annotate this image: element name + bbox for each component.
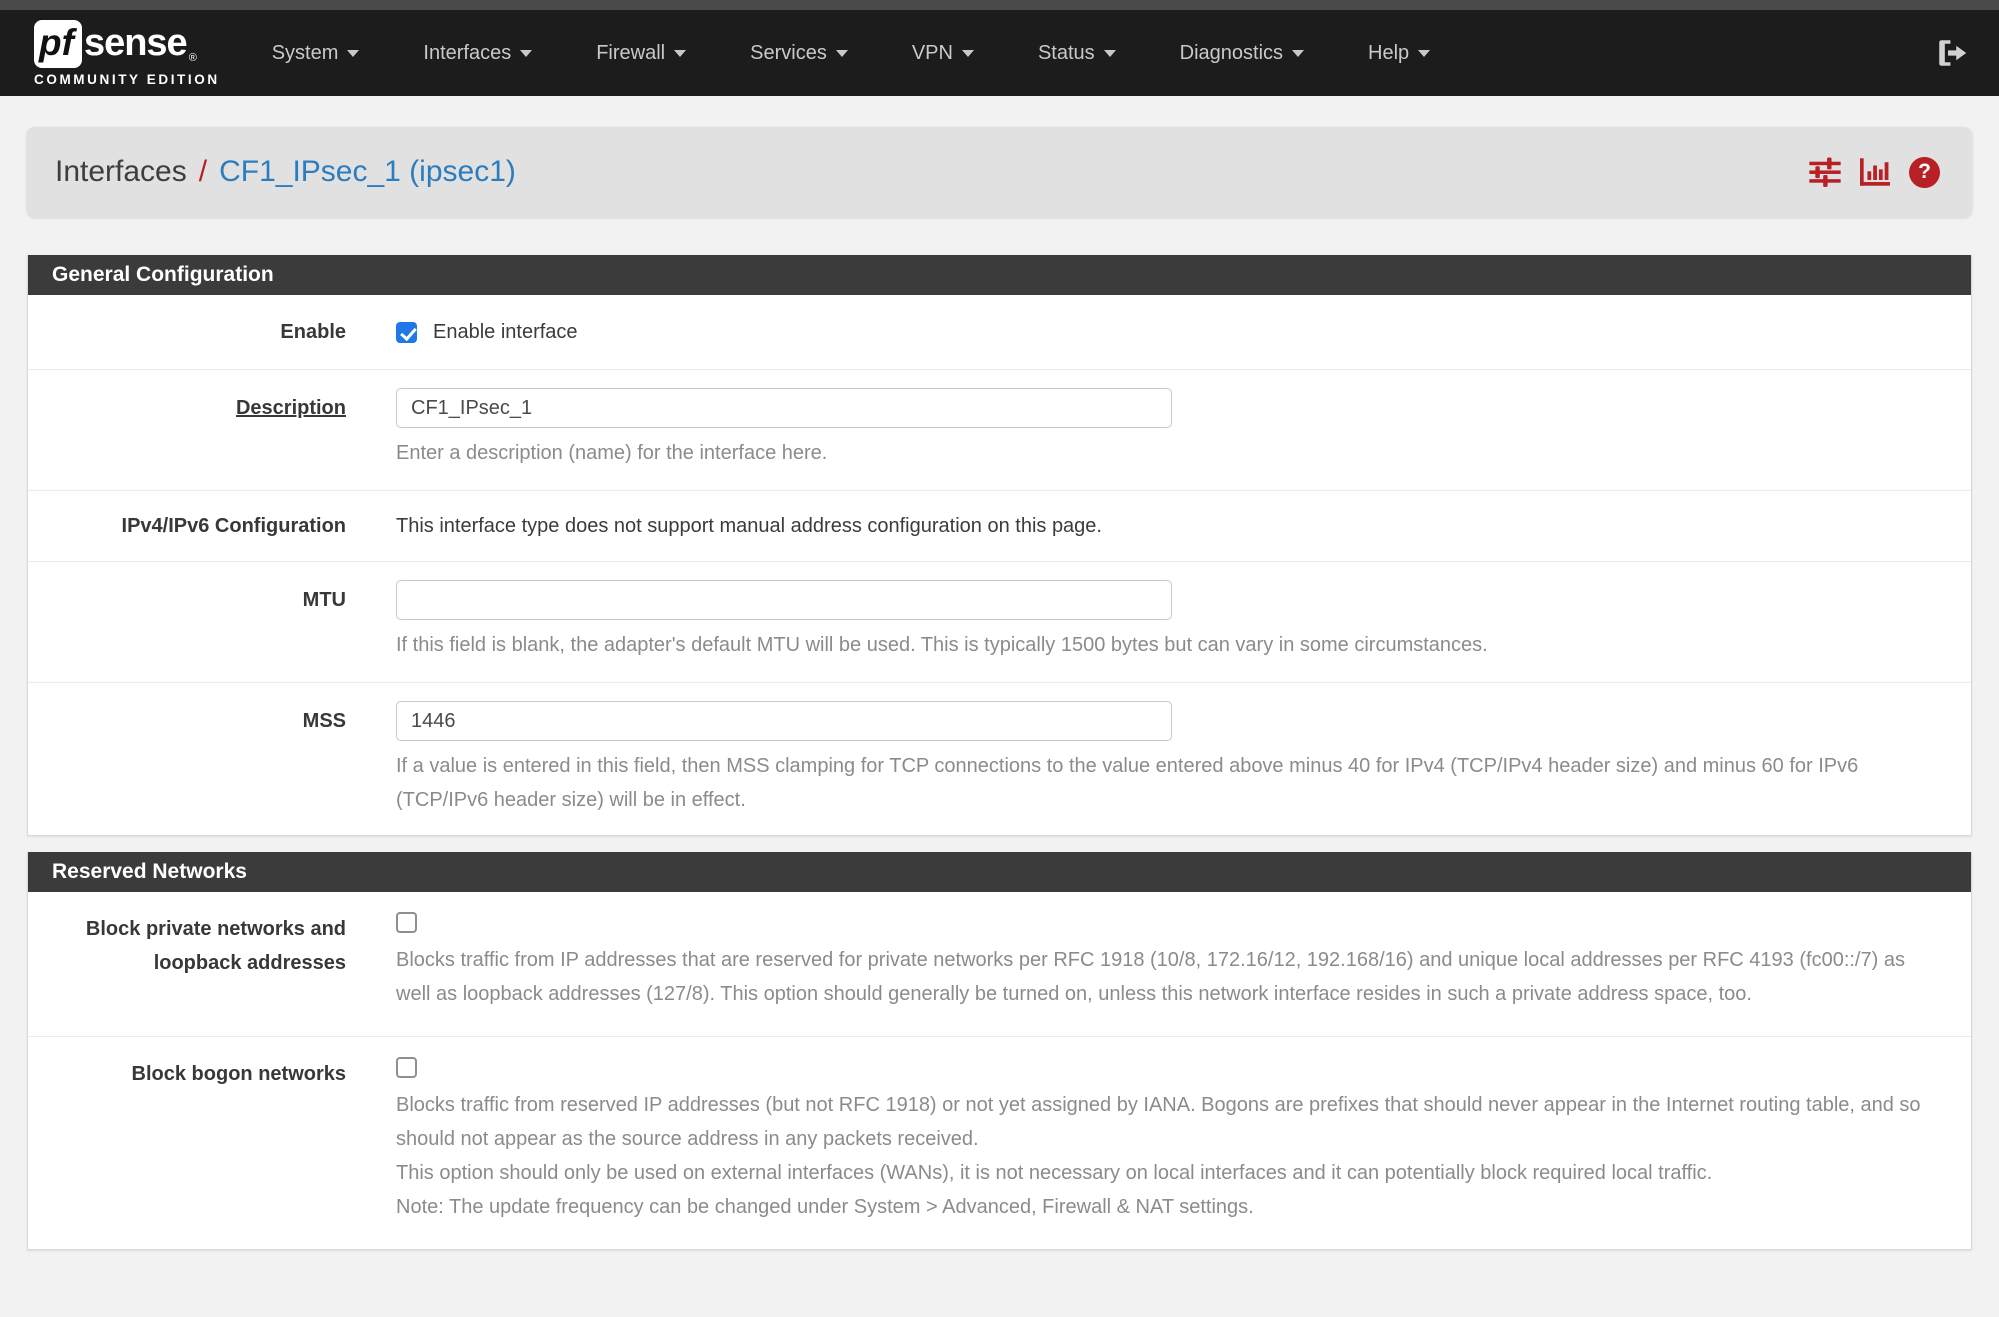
block-bogon-help-text xyxy=(396,1088,1943,1224)
navbar xyxy=(0,10,1999,96)
sense-wordmark: sense xyxy=(83,22,187,64)
enable-interface-checkbox[interactable] xyxy=(396,322,417,343)
chevron-down-icon xyxy=(347,50,359,57)
chevron-down-icon xyxy=(962,50,974,57)
block-bogon-label: Block bogon networks xyxy=(131,1063,346,1085)
nav-item-status[interactable]: Status xyxy=(1038,42,1116,65)
form-row-ip-configuration xyxy=(28,490,1971,561)
mtu-label: MTU xyxy=(302,589,346,611)
enable-interface-option[interactable] xyxy=(396,315,1943,349)
form-row-mtu xyxy=(28,561,1971,682)
page-action-icons xyxy=(1809,157,1940,188)
chart-bar-icon[interactable] xyxy=(1859,157,1891,187)
block-bogon-help-line: Blocks traffic from reserved IP addresses (but not RFC 1918) or not yet assigned by IANA. Bogons are prefixes that should never appear in the Internet routing table, and so should not appear as the source address in any packets received. xyxy=(396,1094,1921,1150)
chevron-down-icon xyxy=(1104,50,1116,57)
chevron-down-icon xyxy=(836,50,848,57)
nav-item-interfaces[interactable]: Interfaces xyxy=(423,42,532,65)
mtu-input[interactable] xyxy=(396,580,1172,620)
reserved-networks-panel xyxy=(27,852,1972,1250)
form-row-description xyxy=(28,369,1971,490)
description-label: Description xyxy=(235,397,346,419)
nav-item-diagnostics[interactable]: Diagnostics xyxy=(1180,42,1304,65)
mss-help-text: If a value is entered in this field, then MSS clamping for TCP connections to the value entered above minus 40 for IPv4 (TCP/IPv4 header size) and minus 60 for IPv6 (TCP/IPv6 header size) will be in effect. xyxy=(396,755,1859,811)
description-help-text: Enter a description (name) for the interface here. xyxy=(396,442,828,464)
sliders-icon[interactable] xyxy=(1809,157,1841,187)
breadcrumb-page-link[interactable]: CF1_IPsec_1 (ipsec1) xyxy=(219,155,516,188)
mtu-help-text: If this field is blank, the adapter's default MTU will be used. This is typically 1500 bytes but can vary in some circumstances. xyxy=(396,634,1488,656)
mss-label: MSS xyxy=(302,710,346,732)
enable-interface-checkbox-label: Enable interface xyxy=(433,321,578,343)
nav-menu xyxy=(272,42,1430,65)
chevron-down-icon xyxy=(1292,50,1304,57)
block-private-option[interactable] xyxy=(396,912,1943,933)
community-edition-label: COMMUNITY EDITION xyxy=(34,71,220,87)
form-row-block-bogon xyxy=(28,1036,1971,1249)
form-row-block-private xyxy=(28,892,1971,1036)
breadcrumb-separator: / xyxy=(198,155,208,188)
panel-title: General Configuration xyxy=(28,255,1971,295)
ip-configuration-label: IPv4/IPv6 Configuration xyxy=(121,515,346,537)
block-bogon-checkbox[interactable] xyxy=(396,1057,417,1078)
form-row-enable xyxy=(28,295,1971,369)
chevron-down-icon xyxy=(674,50,686,57)
block-bogon-help-line: This option should only be used on external interfaces (WANs), it is not necessary on local interfaces and it can potentially block required local traffic. xyxy=(396,1162,1713,1184)
enable-label: Enable xyxy=(280,321,346,343)
panel-title: Reserved Networks xyxy=(28,852,1971,892)
breadcrumb xyxy=(27,127,1972,217)
general-configuration-panel xyxy=(27,255,1972,836)
description-input[interactable] xyxy=(396,388,1172,428)
pfsense-logo-wordmark xyxy=(34,20,220,68)
nav-item-services[interactable]: Services xyxy=(750,42,848,65)
block-bogon-option[interactable] xyxy=(396,1057,1943,1078)
sign-out-icon[interactable] xyxy=(1935,36,1969,70)
block-private-help-text: Blocks traffic from IP addresses that are reserved for private networks per RFC 1918 (10/8, 172.16/12, 192.168/16) and unique local addresses per RFC 4193 (fc00::/7) as well as loopback addresses (127/8). This option should generally be turned on, unless this network interface resides in such a private address space, too. xyxy=(396,949,1905,1005)
chevron-down-icon xyxy=(1418,50,1430,57)
help-icon[interactable]: ? xyxy=(1909,157,1940,188)
mss-input[interactable] xyxy=(396,701,1172,741)
nav-item-firewall[interactable]: Firewall xyxy=(596,42,686,65)
block-private-label: Block private networks and loopback addresses xyxy=(85,918,346,974)
block-private-checkbox[interactable] xyxy=(396,912,417,933)
pf-logo-box: pf xyxy=(34,20,82,68)
pfsense-logo[interactable] xyxy=(34,20,220,87)
breadcrumb-section: Interfaces xyxy=(55,155,187,188)
nav-item-vpn[interactable]: VPN xyxy=(912,42,974,65)
registered-mark: ® xyxy=(188,51,197,64)
nav-item-help[interactable]: Help xyxy=(1368,42,1430,65)
block-bogon-help-line: Note: The update frequency can be changed under System > Advanced, Firewall & NAT settings. xyxy=(396,1196,1254,1218)
form-row-mss xyxy=(28,682,1971,835)
chevron-down-icon xyxy=(520,50,532,57)
nav-item-system[interactable]: System xyxy=(272,42,360,65)
window-top-strip xyxy=(0,0,1999,10)
ip-configuration-text: This interface type does not support manual address configuration on this page. xyxy=(396,515,1102,537)
